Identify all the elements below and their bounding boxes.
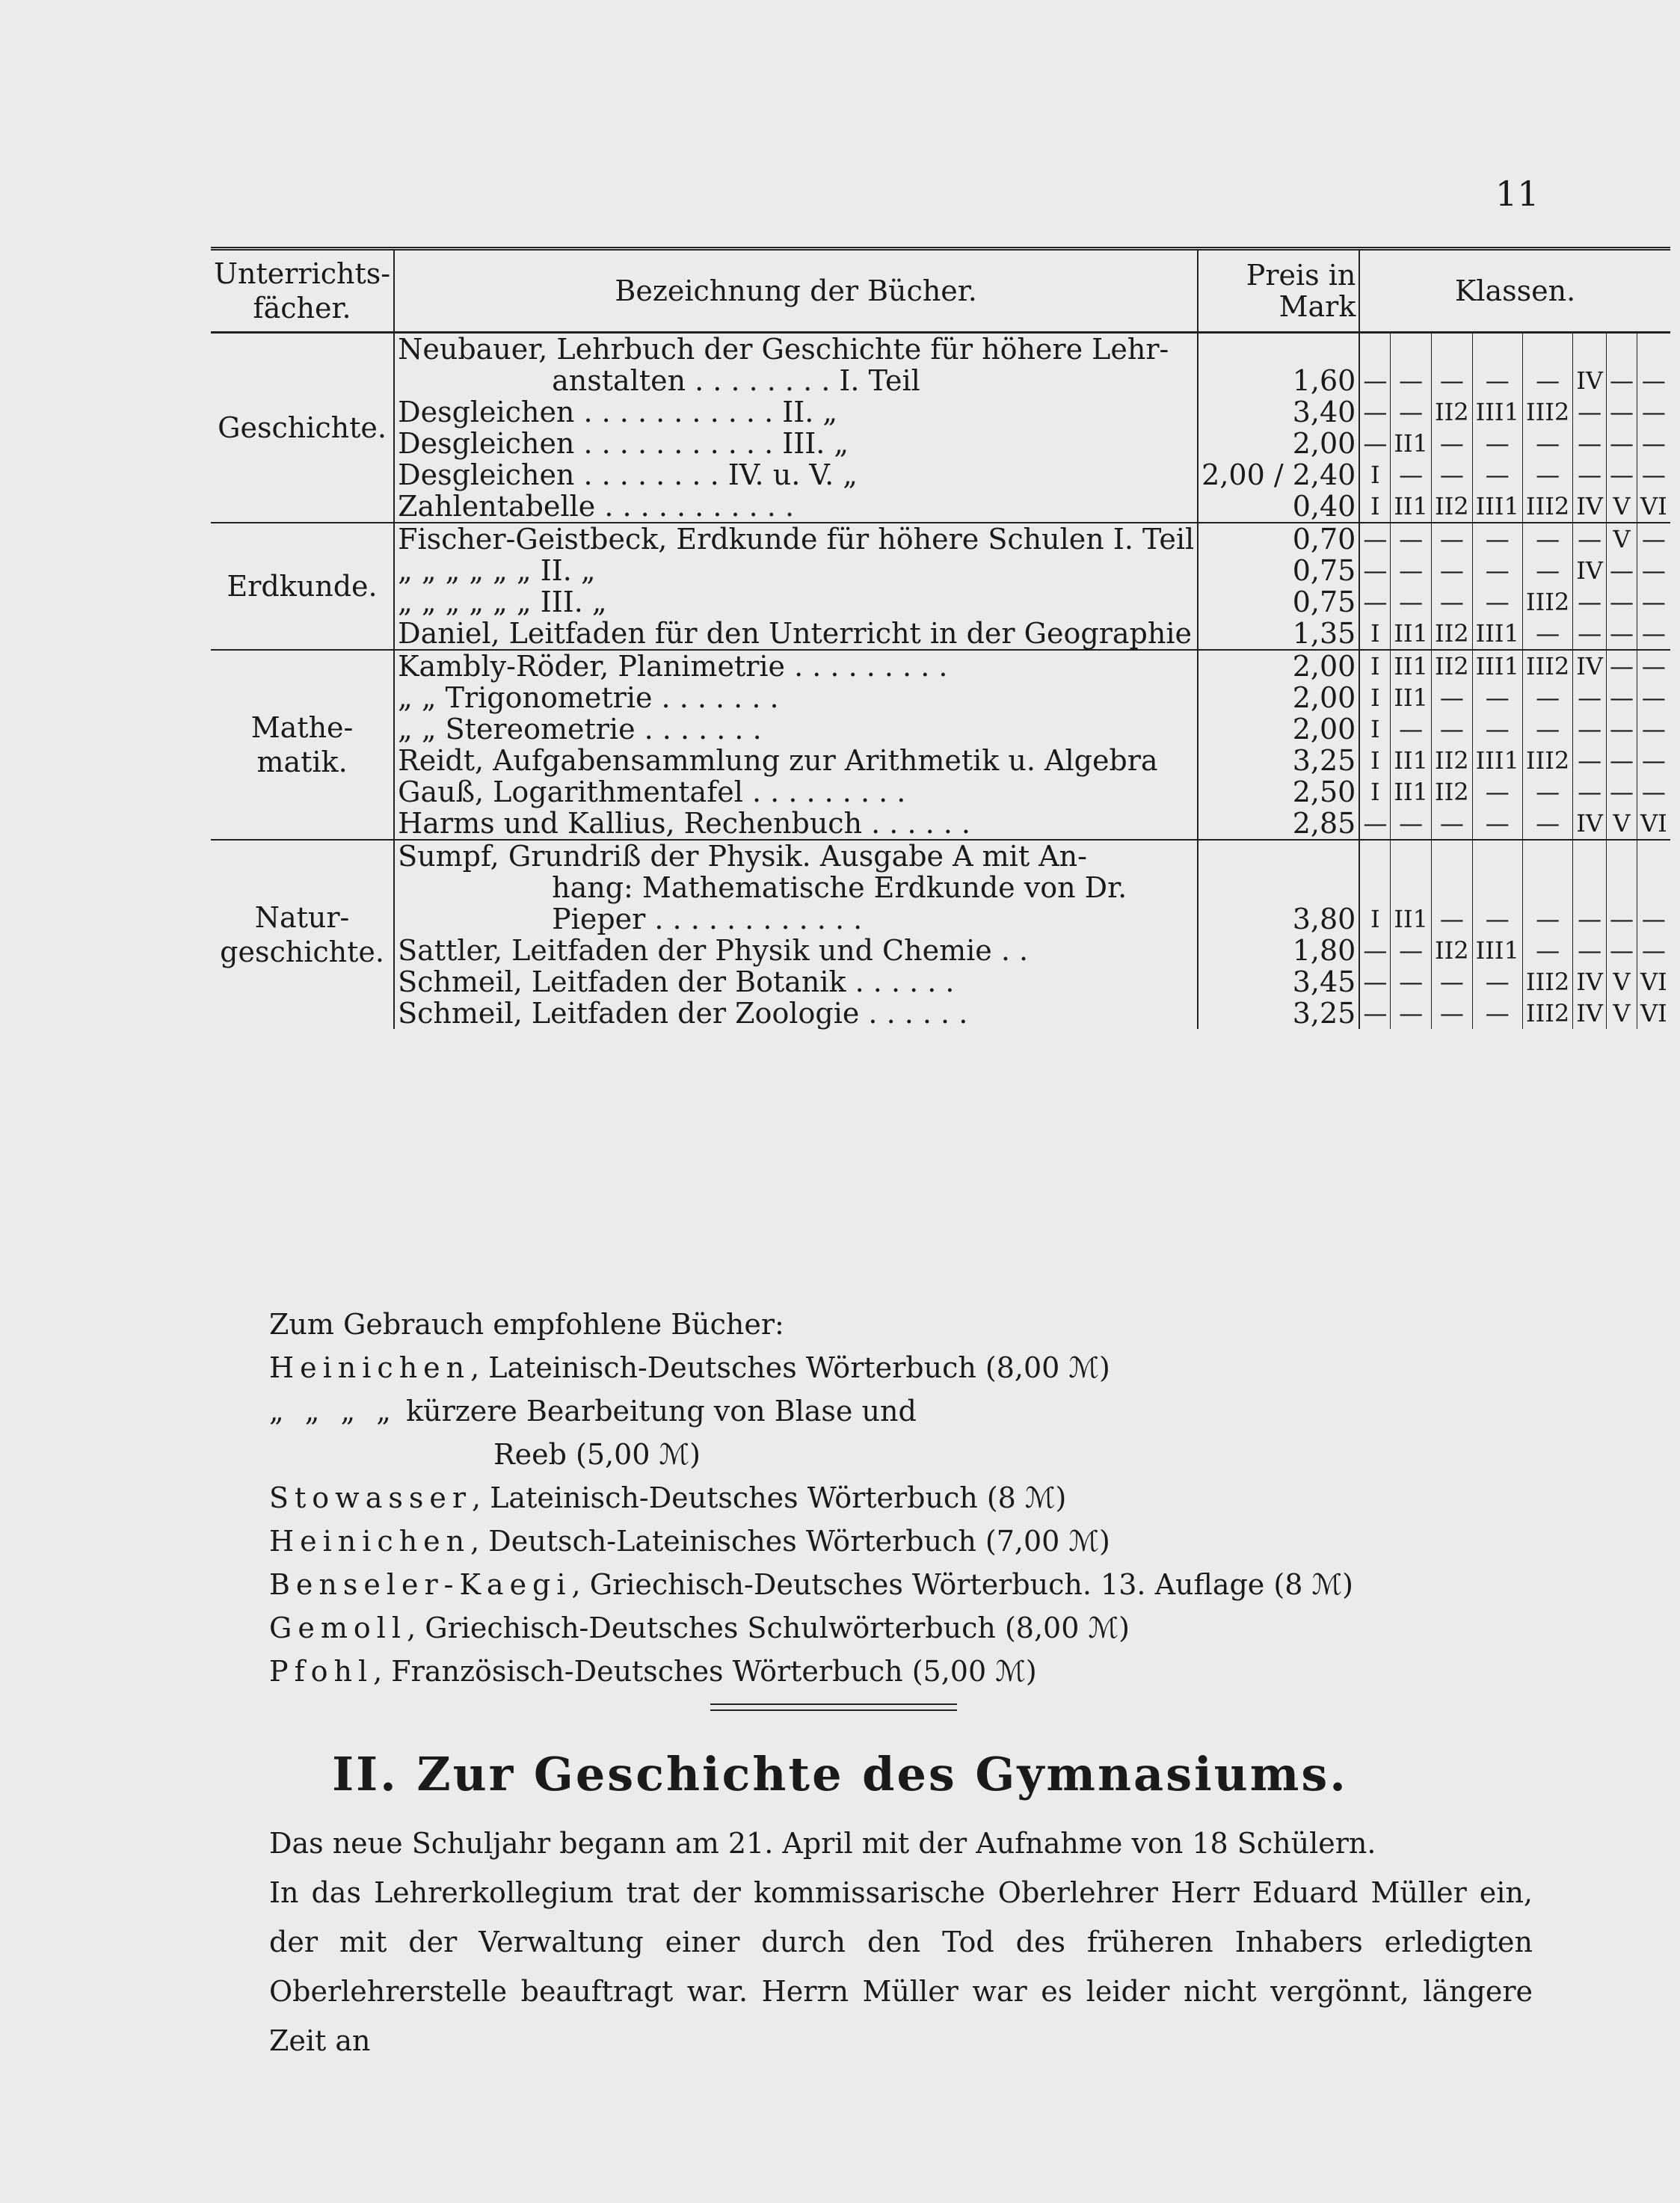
class-cell: — bbox=[1432, 682, 1473, 713]
class-cell bbox=[1522, 872, 1572, 903]
book-title: Harms und Kallius, Rechenbuch . . . . . . bbox=[394, 808, 1198, 840]
class-cell: — bbox=[1432, 523, 1473, 555]
class-cell: — bbox=[1432, 713, 1473, 745]
class-cell: — bbox=[1641, 936, 1666, 965]
class-cell: — bbox=[1472, 365, 1522, 396]
class-cell: — bbox=[1391, 555, 1432, 586]
book-title: Desgleichen . . . . . . . . IV. u. V. „ bbox=[394, 459, 1198, 491]
recommended-author: Heinichen bbox=[269, 1351, 471, 1384]
class-cell bbox=[1573, 872, 1607, 903]
class-cell: — bbox=[1391, 396, 1432, 428]
class-cell: — bbox=[1522, 459, 1572, 491]
class-cell: — bbox=[1606, 428, 1637, 459]
class-cell: II1 bbox=[1391, 745, 1432, 776]
book-title: „ „ „ „ „ „ III. „ bbox=[394, 586, 1198, 618]
recommended-list bbox=[269, 1346, 1533, 1693]
table-row bbox=[211, 872, 1670, 903]
class-cell: — bbox=[1606, 650, 1637, 682]
class-cell: II1 bbox=[1391, 776, 1432, 808]
class-cell: — bbox=[1573, 682, 1607, 713]
recommended-author: Heinichen bbox=[269, 1525, 471, 1558]
book-title: Sumpf, Grundriß der Physik. Ausgabe A mit An- bbox=[394, 840, 1198, 872]
book-price: 2,00 bbox=[1198, 713, 1359, 745]
class-cell: III2 bbox=[1522, 396, 1572, 428]
book-price: 2,00 bbox=[1198, 428, 1359, 459]
class-cell: — bbox=[1606, 396, 1637, 428]
class-cell: — bbox=[1391, 523, 1432, 555]
class-cell: — bbox=[1641, 746, 1666, 775]
class-cell: — bbox=[1472, 998, 1522, 1029]
class-cell: — bbox=[1606, 459, 1637, 491]
class-cell: I bbox=[1359, 903, 1391, 935]
recommended-text: , Deutsch-Lateinisches Wörterbuch (7,00 ℳ) bbox=[470, 1525, 1110, 1558]
class-cell: VI bbox=[1640, 492, 1667, 520]
class-cell: — bbox=[1432, 966, 1473, 998]
book-price bbox=[1198, 840, 1359, 872]
book-price: 0,70 bbox=[1198, 523, 1359, 555]
recommended-text: , Griechisch-Deutsches Schulwörterbuch (8,00 ℳ) bbox=[407, 1611, 1130, 1644]
class-cell: V bbox=[1606, 966, 1637, 998]
book-title: Desgleichen . . . . . . . . . . . III. „ bbox=[394, 428, 1198, 459]
class-cell: I bbox=[1359, 713, 1391, 745]
paragraph-1: Das neue Schuljahr begann am 21. April mit der Aufnahme von 18 Schülern. bbox=[269, 1827, 1376, 1860]
class-cell: — bbox=[1641, 683, 1666, 712]
class-cell bbox=[1637, 840, 1670, 872]
class-cell: — bbox=[1432, 365, 1473, 396]
class-cell: — bbox=[1472, 808, 1522, 840]
class-cell: — bbox=[1606, 365, 1637, 396]
class-cell: — bbox=[1573, 935, 1607, 966]
book-title: Gauß, Logarithmentafel . . . . . . . . . bbox=[394, 776, 1198, 808]
book-price: 2,85 bbox=[1198, 808, 1359, 840]
class-cell: — bbox=[1432, 586, 1473, 618]
subject-cell: Mathe- matik. bbox=[211, 650, 394, 840]
table-row bbox=[211, 745, 1670, 776]
section-divider bbox=[710, 1703, 957, 1705]
page-number: 11 bbox=[1495, 173, 1539, 214]
class-cell: — bbox=[1641, 619, 1666, 648]
class-cell bbox=[1432, 333, 1473, 366]
class-cell: — bbox=[1432, 428, 1473, 459]
class-cell: III2 bbox=[1522, 745, 1572, 776]
class-cell: — bbox=[1391, 713, 1432, 745]
class-cell: I bbox=[1359, 491, 1391, 523]
table-row bbox=[211, 365, 1670, 396]
class-cell bbox=[1522, 333, 1572, 366]
class-cell: — bbox=[1359, 523, 1391, 555]
table-row bbox=[211, 998, 1670, 1029]
class-cell: — bbox=[1359, 555, 1391, 586]
recommended-item bbox=[269, 1520, 1533, 1563]
class-cell: — bbox=[1359, 808, 1391, 840]
class-cell: — bbox=[1522, 713, 1572, 745]
class-cell: II2 bbox=[1432, 396, 1473, 428]
class-cell: — bbox=[1391, 998, 1432, 1029]
class-cell bbox=[1637, 333, 1670, 366]
recommended-author: Stowasser bbox=[269, 1481, 473, 1514]
class-cell: — bbox=[1637, 523, 1670, 555]
class-cell: — bbox=[1472, 903, 1522, 935]
recommended-item bbox=[269, 1563, 1533, 1606]
book-title: Fischer-Geistbeck, Erdkunde für höhere Schulen I. Teil bbox=[394, 523, 1198, 555]
book-price: 0,40 bbox=[1198, 491, 1359, 523]
class-cell: — bbox=[1522, 935, 1572, 966]
book-title: hang: Mathematische Erdkunde von Dr. bbox=[394, 872, 1198, 903]
class-cell: I bbox=[1359, 682, 1391, 713]
class-cell: II2 bbox=[1432, 745, 1473, 776]
section-title: II. Zur Geschichte des Gymnasiums. bbox=[332, 1747, 1348, 1801]
class-cell: — bbox=[1391, 966, 1432, 998]
table-row bbox=[211, 682, 1670, 713]
class-cell: — bbox=[1359, 365, 1391, 396]
table-row bbox=[211, 713, 1670, 745]
class-cell: V bbox=[1606, 523, 1637, 555]
class-cell bbox=[1391, 872, 1432, 903]
class-cell: — bbox=[1641, 715, 1666, 743]
recommended-text: , Französisch-Deutsches Wörterbuch (5,00 ℳ) bbox=[373, 1655, 1037, 1688]
class-cell: III1 bbox=[1472, 935, 1522, 966]
book-title: Schmeil, Leitfaden der Botanik . . . . . . bbox=[394, 966, 1198, 998]
book-title: Zahlentabelle . . . . . . . . . . . bbox=[394, 491, 1198, 523]
recommended-author: Benseler-Kaegi bbox=[269, 1568, 572, 1601]
table-row bbox=[211, 935, 1670, 966]
class-cell: III1 bbox=[1472, 745, 1522, 776]
class-cell: — bbox=[1641, 588, 1666, 616]
header-title: Bezeichnung der Bücher. bbox=[394, 249, 1198, 333]
class-cell: I bbox=[1359, 650, 1391, 682]
class-cell: IV bbox=[1573, 491, 1607, 523]
class-cell: — bbox=[1522, 555, 1572, 586]
class-cell: — bbox=[1606, 618, 1637, 650]
recommended-author: „ „ „ „ bbox=[269, 1395, 397, 1428]
class-cell bbox=[1472, 872, 1522, 903]
class-cell: — bbox=[1641, 556, 1666, 585]
book-price: 1,60 bbox=[1198, 365, 1359, 396]
table-row bbox=[211, 428, 1670, 459]
book-price: 0,75 bbox=[1198, 555, 1359, 586]
book-price: 3,80 bbox=[1198, 903, 1359, 935]
book-price: 3,40 bbox=[1198, 396, 1359, 428]
book-title: „ „ Trigonometrie . . . . . . . bbox=[394, 682, 1198, 713]
book-price: 3,45 bbox=[1198, 966, 1359, 998]
header-subject: Unterrichts- fächer. bbox=[211, 249, 394, 333]
class-cell: V bbox=[1606, 998, 1637, 1029]
class-cell bbox=[1359, 333, 1391, 366]
class-cell: VI bbox=[1640, 968, 1667, 996]
recommended-item bbox=[269, 1650, 1533, 1693]
class-cell: — bbox=[1359, 998, 1391, 1029]
class-cell: — bbox=[1472, 523, 1522, 555]
class-cell: II1 bbox=[1391, 903, 1432, 935]
book-title: Reidt, Aufgabensammlung zur Arithmetik u. Algebra bbox=[394, 745, 1198, 776]
class-cell: — bbox=[1606, 713, 1637, 745]
class-cell: — bbox=[1606, 903, 1637, 935]
class-cell: — bbox=[1359, 586, 1391, 618]
book-price: 1,35 bbox=[1198, 618, 1359, 650]
class-cell: — bbox=[1637, 650, 1670, 682]
class-cell: — bbox=[1573, 776, 1607, 808]
table-row bbox=[211, 523, 1670, 555]
book-price: 2,00 bbox=[1198, 682, 1359, 713]
section-body bbox=[269, 1819, 1533, 2065]
class-cell: — bbox=[1522, 903, 1572, 935]
class-cell: — bbox=[1432, 903, 1473, 935]
class-cell: II2 bbox=[1432, 491, 1473, 523]
book-title: Neubauer, Lehrbuch der Geschichte für höhere Lehr- bbox=[394, 333, 1198, 366]
class-cell: — bbox=[1606, 682, 1637, 713]
class-cell: — bbox=[1573, 428, 1607, 459]
class-cell: IV bbox=[1573, 555, 1607, 586]
book-title: anstalten . . . . . . . . I. Teil bbox=[394, 365, 1198, 396]
book-price: 0,75 bbox=[1198, 586, 1359, 618]
table-body bbox=[211, 333, 1670, 1030]
table-row bbox=[211, 491, 1670, 523]
class-cell: IV bbox=[1573, 966, 1607, 998]
class-cell: — bbox=[1522, 618, 1572, 650]
class-cell: — bbox=[1641, 778, 1666, 806]
class-cell: II2 bbox=[1432, 776, 1473, 808]
book-price bbox=[1198, 333, 1359, 366]
class-cell: — bbox=[1573, 396, 1607, 428]
table-row bbox=[211, 586, 1670, 618]
class-cell: II2 bbox=[1432, 618, 1473, 650]
class-cell: — bbox=[1359, 966, 1391, 998]
class-cell bbox=[1606, 840, 1637, 872]
class-cell: — bbox=[1522, 682, 1572, 713]
class-cell: — bbox=[1522, 428, 1572, 459]
class-cell: II2 bbox=[1432, 935, 1473, 966]
class-cell: — bbox=[1573, 745, 1607, 776]
class-cell: — bbox=[1432, 808, 1473, 840]
class-cell: — bbox=[1472, 586, 1522, 618]
book-price: 3,25 bbox=[1198, 998, 1359, 1029]
class-cell: — bbox=[1641, 461, 1666, 489]
book-title: Schmeil, Leitfaden der Zoologie . . . . . . bbox=[394, 998, 1198, 1029]
book-title: Pieper . . . . . . . . . . . . bbox=[394, 903, 1198, 935]
class-cell bbox=[1359, 840, 1391, 872]
class-cell: IV bbox=[1573, 808, 1607, 840]
subject-cell: Natur- geschichte. bbox=[211, 840, 394, 1029]
class-cell: — bbox=[1391, 459, 1432, 491]
class-cell: — bbox=[1641, 366, 1666, 395]
table-row bbox=[211, 650, 1670, 682]
class-cell: — bbox=[1472, 555, 1522, 586]
class-cell: II1 bbox=[1391, 491, 1432, 523]
table-row bbox=[211, 459, 1670, 491]
class-cell: — bbox=[1573, 903, 1607, 935]
class-cell bbox=[1432, 840, 1473, 872]
class-cell: — bbox=[1432, 998, 1473, 1029]
recommended-text: , Lateinisch-Deutsches Wörterbuch (8,00 ℳ) bbox=[470, 1351, 1110, 1384]
header-classes: Klassen. bbox=[1359, 249, 1670, 333]
class-cell: II2 bbox=[1432, 650, 1473, 682]
class-cell: — bbox=[1641, 429, 1666, 458]
class-cell: VI bbox=[1640, 999, 1667, 1027]
recommended-author: Gemoll bbox=[269, 1611, 407, 1644]
book-title: Kambly-Röder, Planimetrie . . . . . . . . . bbox=[394, 650, 1198, 682]
class-cell: — bbox=[1472, 428, 1522, 459]
class-cell bbox=[1637, 872, 1670, 903]
header-price: Preis in Mark bbox=[1198, 249, 1359, 333]
class-cell: — bbox=[1522, 523, 1572, 555]
class-cell: I bbox=[1359, 776, 1391, 808]
class-cell: — bbox=[1606, 555, 1637, 586]
class-cell bbox=[1359, 872, 1391, 903]
class-cell: III2 bbox=[1522, 650, 1572, 682]
class-cell: — bbox=[1359, 935, 1391, 966]
class-cell: — bbox=[1432, 555, 1473, 586]
class-cell: III1 bbox=[1472, 396, 1522, 428]
class-cell: — bbox=[1606, 745, 1637, 776]
recommended-item bbox=[493, 1433, 1533, 1476]
table-row bbox=[211, 840, 1670, 872]
book-title: „ „ Stereometrie . . . . . . . bbox=[394, 713, 1198, 745]
class-cell: I bbox=[1359, 459, 1391, 491]
subject-cell: Geschichte. bbox=[211, 333, 394, 523]
class-cell: V bbox=[1606, 808, 1637, 840]
book-price: 2,00 / 2,40 bbox=[1198, 459, 1359, 491]
class-cell: — bbox=[1432, 459, 1473, 491]
class-cell: — bbox=[1391, 365, 1432, 396]
class-cell: IV bbox=[1573, 650, 1607, 682]
section-divider-2 bbox=[710, 1709, 957, 1711]
class-cell: — bbox=[1573, 618, 1607, 650]
subject-cell: Erdkunde. bbox=[211, 523, 394, 650]
recommended-item bbox=[269, 1389, 1533, 1433]
recommended-text: Reeb (5,00 ℳ) bbox=[493, 1438, 701, 1471]
textbook-table bbox=[211, 247, 1670, 1029]
class-cell: IV bbox=[1573, 998, 1607, 1029]
book-price: 1,80 bbox=[1198, 935, 1359, 966]
class-cell: — bbox=[1391, 935, 1432, 966]
class-cell: — bbox=[1391, 586, 1432, 618]
book-title: „ „ „ „ „ „ II. „ bbox=[394, 555, 1198, 586]
recommended-item bbox=[269, 1606, 1533, 1650]
class-cell: — bbox=[1522, 808, 1572, 840]
book-price: 2,50 bbox=[1198, 776, 1359, 808]
recommended-books bbox=[269, 1303, 1533, 1693]
class-cell: — bbox=[1641, 905, 1666, 933]
class-cell: II1 bbox=[1391, 618, 1432, 650]
class-cell: — bbox=[1472, 713, 1522, 745]
class-cell: — bbox=[1359, 396, 1391, 428]
class-cell: I bbox=[1359, 618, 1391, 650]
class-cell: — bbox=[1472, 776, 1522, 808]
class-cell bbox=[1573, 333, 1607, 366]
class-cell bbox=[1573, 840, 1607, 872]
class-cell bbox=[1522, 840, 1572, 872]
paragraph-2: In das Lehrerkollegium trat der kommissarische Oberlehrer Herr Eduard Müller ein, der mit der Verwaltung einer durch den Tod des früheren Inhabers erledigten Oberlehrerstelle beauftragt war. Herrn Müller war es leider nicht vergönnt, längere Zeit an bbox=[269, 1876, 1533, 2057]
class-cell: III2 bbox=[1522, 966, 1572, 998]
class-cell bbox=[1391, 840, 1432, 872]
class-cell: — bbox=[1641, 398, 1666, 426]
class-cell: VI bbox=[1640, 809, 1667, 838]
class-cell: — bbox=[1606, 776, 1637, 808]
class-cell bbox=[1606, 333, 1637, 366]
class-cell: III2 bbox=[1522, 491, 1572, 523]
class-cell: — bbox=[1472, 682, 1522, 713]
recommended-heading: Zum Gebrauch empfohlene Bücher: bbox=[269, 1308, 784, 1341]
book-title: Sattler, Leitfaden der Physik und Chemie . . bbox=[394, 935, 1198, 966]
class-cell bbox=[1432, 872, 1473, 903]
class-cell: IV bbox=[1573, 365, 1607, 396]
class-cell: — bbox=[1472, 459, 1522, 491]
recommended-text: kürzere Bearbeitung von Blase und bbox=[396, 1395, 917, 1428]
class-cell: II1 bbox=[1391, 428, 1432, 459]
class-cell bbox=[1472, 333, 1522, 366]
class-cell: II1 bbox=[1391, 682, 1432, 713]
table-row bbox=[211, 396, 1670, 428]
class-cell: II1 bbox=[1391, 650, 1432, 682]
table-row bbox=[211, 555, 1670, 586]
class-cell bbox=[1391, 333, 1432, 366]
class-cell: — bbox=[1573, 459, 1607, 491]
book-price bbox=[1198, 872, 1359, 903]
recommended-author: Pfohl bbox=[269, 1655, 374, 1688]
class-cell: V bbox=[1606, 491, 1637, 523]
class-cell: — bbox=[1391, 808, 1432, 840]
class-cell: — bbox=[1573, 523, 1607, 555]
class-cell: — bbox=[1522, 776, 1572, 808]
table-row bbox=[211, 333, 1670, 366]
recommended-item bbox=[269, 1346, 1533, 1389]
book-price: 2,00 bbox=[1198, 650, 1359, 682]
class-cell: III1 bbox=[1472, 650, 1522, 682]
class-cell: III2 bbox=[1522, 586, 1572, 618]
class-cell bbox=[1606, 872, 1637, 903]
class-cell bbox=[1472, 840, 1522, 872]
table-row bbox=[211, 618, 1670, 650]
book-title: Daniel, Leitfaden für den Unterricht in der Geographie bbox=[394, 618, 1198, 650]
class-cell: — bbox=[1606, 586, 1637, 618]
book-price: 3,25 bbox=[1198, 745, 1359, 776]
recommended-item bbox=[269, 1476, 1533, 1520]
book-title: Desgleichen . . . . . . . . . . . II. „ bbox=[394, 396, 1198, 428]
class-cell: — bbox=[1573, 713, 1607, 745]
class-cell: III1 bbox=[1472, 618, 1522, 650]
class-cell: — bbox=[1573, 586, 1607, 618]
class-cell: III1 bbox=[1472, 491, 1522, 523]
class-cell: III2 bbox=[1522, 998, 1572, 1029]
table-row bbox=[211, 903, 1670, 935]
table-row bbox=[211, 776, 1670, 808]
table-row bbox=[211, 966, 1670, 998]
class-cell: I bbox=[1359, 745, 1391, 776]
recommended-text: , Griechisch-Deutsches Wörterbuch. 13. Auflage (8 ℳ) bbox=[571, 1568, 1353, 1601]
class-cell: — bbox=[1472, 966, 1522, 998]
class-cell: — bbox=[1522, 365, 1572, 396]
table-row bbox=[211, 808, 1670, 840]
class-cell: — bbox=[1359, 428, 1391, 459]
class-cell: — bbox=[1606, 935, 1637, 966]
recommended-text: , Lateinisch-Deutsches Wörterbuch (8 ℳ) bbox=[472, 1481, 1067, 1514]
